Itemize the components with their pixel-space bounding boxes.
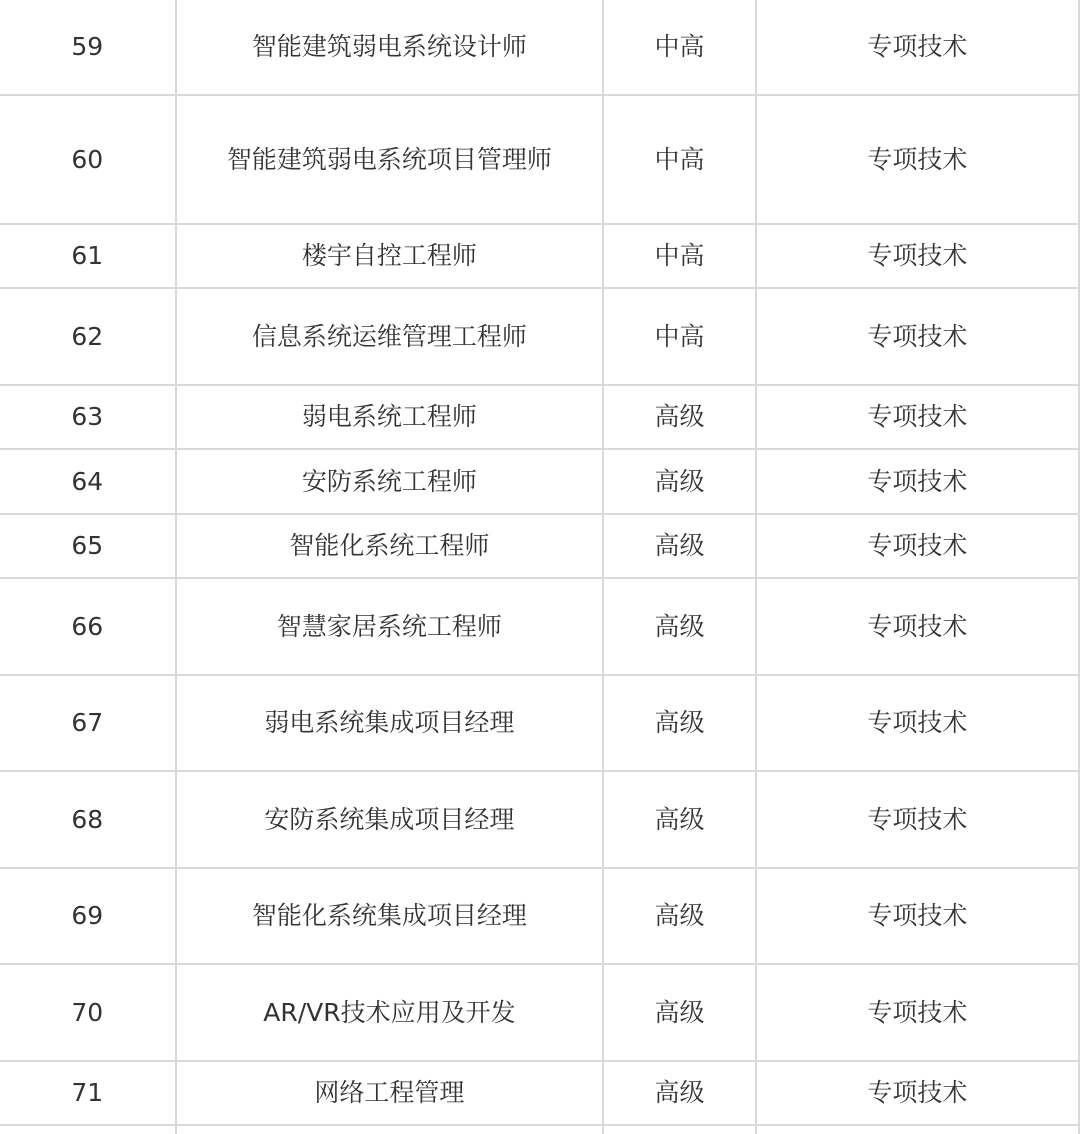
certificate-level: 高级 (603, 675, 756, 771)
row-number: 67 (0, 675, 176, 771)
certificate-name: 楼宇自控工程师 (176, 224, 604, 288)
certificate-level: 高级 (603, 868, 756, 964)
row-number: 68 (0, 771, 176, 868)
certificate-category: 专项技术 (756, 385, 1079, 449)
certificate-category: 专项技术 (756, 0, 1079, 95)
table-row (0, 449, 1079, 514)
table-row (0, 288, 1079, 385)
row-number: 71 (0, 1061, 176, 1125)
certificate-category: 专项技术 (756, 771, 1079, 868)
row-number: 63 (0, 385, 176, 449)
row-number: 61 (0, 224, 176, 288)
certificate-name: 弱电系统工程师 (176, 385, 604, 449)
table-row (0, 95, 1079, 224)
certificate-category: 专项技术 (756, 449, 1079, 514)
certificate-level: 高级 (603, 1061, 756, 1125)
table-row (0, 868, 1079, 964)
row-number: 65 (0, 514, 176, 578)
table-row (0, 224, 1079, 288)
certificate-category: 专项技术 (756, 868, 1079, 964)
certificate-category: 专项技术 (756, 514, 1079, 578)
certificate-name: 信息系统运维管理工程师 (176, 288, 604, 385)
certificate-name: 网络工程管理 (176, 1061, 604, 1125)
certificate-name: 安防系统工程师 (176, 449, 604, 514)
certificate-category: 专项技术 (756, 288, 1079, 385)
certificate-name: 智能化系统工程师 (176, 514, 604, 578)
row-number: 59 (0, 0, 176, 95)
table-row (0, 0, 1079, 95)
certificate-category: 专项技术 (756, 224, 1079, 288)
certificate-level: 高级 (603, 578, 756, 675)
table-row (0, 771, 1079, 868)
row-number: 62 (0, 288, 176, 385)
certificate-level: 中高 (603, 288, 756, 385)
certificate-name: 弱电系统集成项目经理 (176, 675, 604, 771)
certificate-name: 智慧家居系统工程师 (176, 578, 604, 675)
certificate-name: 智能建筑弱电系统设计师 (176, 0, 604, 95)
certificate-category: 专项技术 (756, 578, 1079, 675)
certificate-name: 安防系统集成项目经理 (176, 771, 604, 868)
row-number: 70 (0, 964, 176, 1061)
certificate-category: 专项技术 (756, 964, 1079, 1061)
table-row (0, 578, 1079, 675)
row-number: 60 (0, 95, 176, 224)
table-row (0, 514, 1079, 578)
row-number: 66 (0, 578, 176, 675)
table-row (0, 1061, 1079, 1125)
certificate-level: 高级 (603, 771, 756, 868)
certificate-category: 专项技术 (756, 675, 1079, 771)
table-row (0, 964, 1079, 1061)
certificate-level: 中高 (603, 224, 756, 288)
row-number: 69 (0, 868, 176, 964)
certificate-category: 专项技术 (756, 95, 1079, 224)
certificate-category: 专项技术 (756, 1061, 1079, 1125)
certificate-name: AR/VR技术应用及开发 (176, 964, 604, 1061)
certificate-level: 中高 (603, 95, 756, 224)
row-number: 64 (0, 449, 176, 514)
certificate-name: 智能化系统集成项目经理 (176, 868, 604, 964)
certificate-level: 高级 (603, 514, 756, 578)
table-row (0, 385, 1079, 449)
certificate-name: 智能建筑弱电系统项目管理师 (176, 95, 604, 224)
certificate-level: 高级 (603, 449, 756, 514)
certificate-level: 高级 (603, 385, 756, 449)
certificate-level: 高级 (603, 964, 756, 1061)
certificate-level: 中高 (603, 0, 756, 95)
table-row (0, 675, 1079, 771)
